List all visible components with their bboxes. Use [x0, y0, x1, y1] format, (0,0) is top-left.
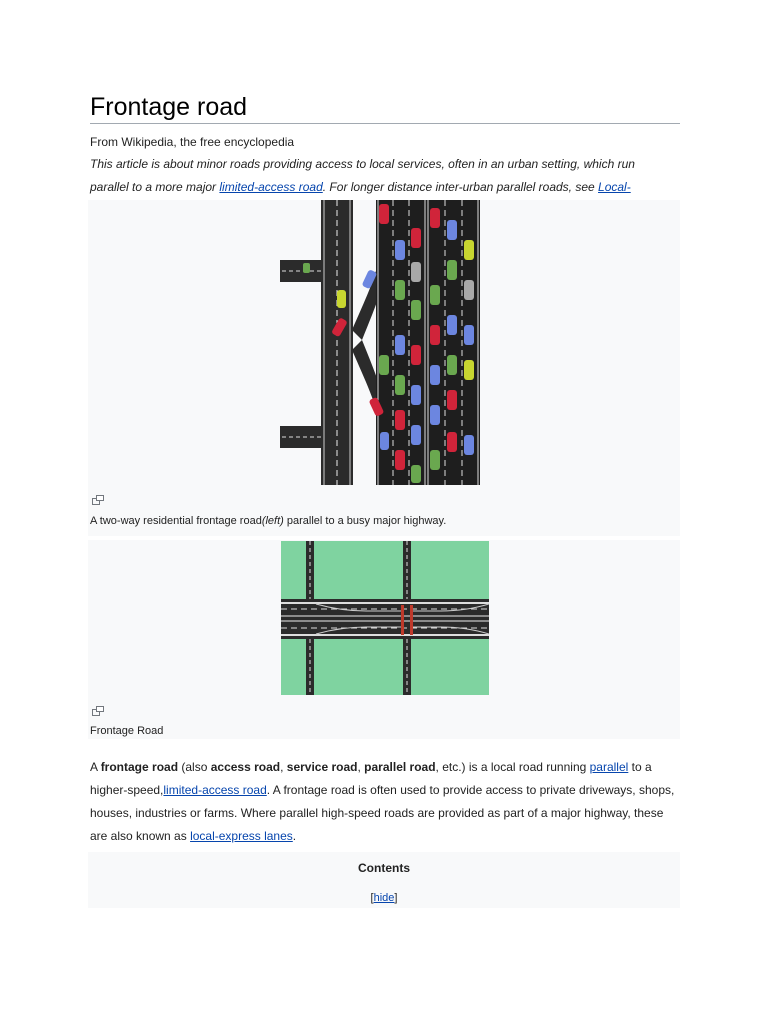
site-tagline: From Wikipedia, the free encyclopedia: [90, 135, 295, 149]
lead-bold-term: access road: [210, 760, 281, 774]
enlarge-icon[interactable]: [92, 495, 104, 505]
figure-frontage-road-intersection: [88, 540, 680, 739]
toc-hide-link[interactable]: hide: [373, 892, 395, 904]
lead-text: A: [90, 760, 101, 774]
figure-caption: [90, 515, 446, 527]
figure-frontage-road-diagram: [88, 200, 680, 536]
lead-text: ,: [280, 760, 287, 774]
lead-paragraph: [90, 756, 680, 848]
lead-text: ,: [357, 760, 365, 774]
caption-text-1: A two-way residential frontage road: [90, 515, 262, 527]
hatnote-text-2: . For longer distance inter-urban parallel roads, see: [322, 180, 599, 194]
table-of-contents: [88, 852, 680, 908]
hatnote-text-1: This article is about minor roads providing access to local services, often in an urban setting, which run parallel to a more major: [90, 157, 635, 194]
figure-caption: Frontage Road: [90, 725, 164, 737]
lead-text: (also: [178, 760, 211, 774]
lead-text: . A frontage road is often used to provide access to private driveways, shops, houses, industries or farms. Where parallel high-speed roads are provided as part of a major highway, these are also known as: [90, 783, 675, 843]
caption-emphasis: (left): [261, 515, 284, 527]
toc-bracket-open: [: [370, 892, 374, 904]
lead-text: .: [292, 829, 297, 843]
lead-bold-term: parallel road: [364, 760, 436, 774]
local-express-lanes-link[interactable]: Local-: [598, 180, 631, 194]
enlarge-icon[interactable]: [92, 706, 104, 716]
intersection-illustration[interactable]: [281, 541, 489, 695]
toc-toggle: [88, 892, 680, 904]
frontage-road-illustration[interactable]: [280, 200, 480, 485]
lead-bold-term: service road: [286, 760, 358, 774]
parallel-link[interactable]: parallel: [589, 760, 629, 774]
limited-access-road-link[interactable]: limited-access road: [163, 783, 267, 797]
local-express-lanes-link[interactable]: local-express lanes: [190, 829, 293, 843]
limited-access-road-link[interactable]: limited-access road: [219, 180, 323, 194]
lead-text: , etc.) is a local road running: [435, 760, 590, 774]
page-title: Frontage road: [90, 90, 680, 124]
lead-bold-term: frontage road: [100, 760, 179, 774]
toc-bracket-close: ]: [394, 892, 398, 904]
toc-title: Contents: [358, 861, 410, 875]
lead-text: to a higher-speed,: [90, 760, 652, 797]
caption-text-2: parallel to a busy major highway.: [283, 515, 447, 527]
